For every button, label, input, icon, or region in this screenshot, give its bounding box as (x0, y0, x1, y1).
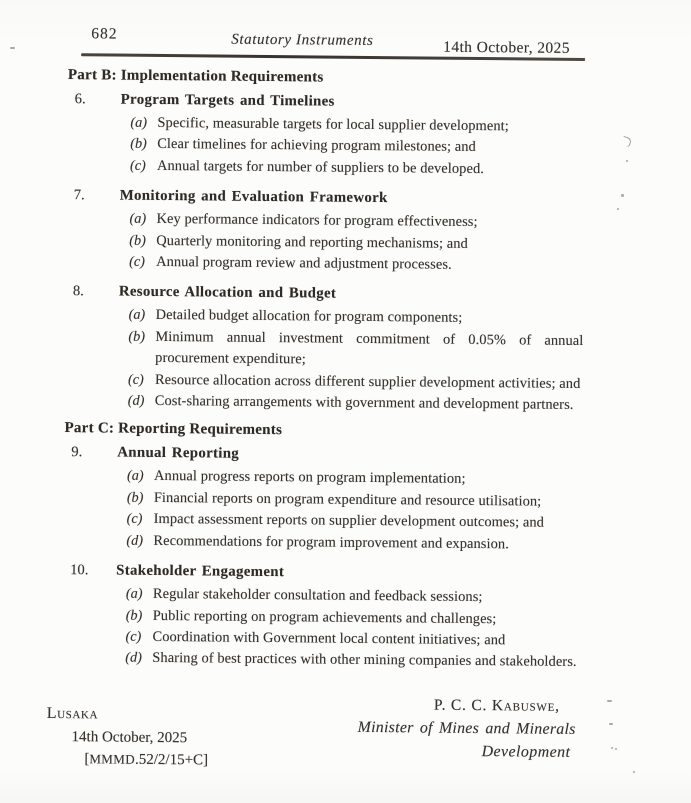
list-item (128, 326, 591, 373)
item-letter: (c) (129, 157, 146, 174)
item-letter: (b) (126, 489, 144, 506)
item-letter: (c) (125, 628, 142, 645)
item-text: Annual progress reports on program implementation; (154, 468, 466, 488)
item-text: Sharing of best practices with other mining companies and stakeholders. (152, 650, 577, 671)
scan-speck (611, 747, 613, 749)
signatory-name: P. C. C. Kabuswe, (433, 696, 560, 715)
reference-code: MMMD (89, 751, 136, 767)
part-c-heading: Part C: Reporting Requirements (64, 420, 283, 439)
section-7-title: Monitoring and Evaluation Framework (119, 187, 388, 207)
scan-speck (609, 723, 613, 725)
scan-speck (607, 700, 612, 702)
item-text: Coordination with Government local content initiatives; and (152, 628, 506, 649)
reference-number: .52/2/15+C] (134, 751, 209, 769)
item-letter: (c) (127, 371, 144, 388)
signature-block (348, 694, 585, 765)
issuance-place: Lusaka (46, 704, 99, 723)
item-letter: (c) (129, 253, 145, 270)
header-date: 14th October, 2025 (443, 38, 570, 57)
reference-bracket: [ (84, 751, 90, 768)
section-10 (62, 560, 589, 674)
item-letter: (c) (126, 510, 143, 528)
item-letter: (d) (125, 649, 142, 667)
item-letter: (b) (128, 328, 146, 345)
section-9-number: 9. (71, 444, 83, 461)
item-letter: (a) (130, 114, 148, 131)
section-9 (63, 443, 590, 557)
item-text: Regular stakeholder consultation and feedback sessions; (152, 585, 483, 606)
item-text: Financial reports on program expenditure and resource utilisation; (153, 489, 542, 510)
section-9-title: Annual Reporting (117, 445, 240, 463)
issuance-date: 14th October, 2025 (71, 728, 188, 746)
item-letter: (a) (129, 210, 147, 228)
signatory-title: Minister of Mines and Minerals (357, 718, 576, 738)
item-text: Minimum annual investment commitment of 0.05% of annual procurement expenditure; (155, 328, 584, 368)
list-item (130, 155, 593, 181)
item-letter: (a) (128, 307, 146, 324)
part-b-heading: Part B: Implementation Requirements (67, 67, 324, 86)
footer-issuance-block (46, 703, 208, 772)
item-letter: (a) (127, 468, 144, 485)
list-item (129, 252, 592, 278)
section-7 (66, 185, 593, 277)
header-journal-title: Statutory Instruments (231, 31, 374, 49)
list-item (126, 530, 589, 556)
item-letter: (a) (125, 585, 143, 602)
item-letter: (b) (130, 136, 147, 153)
item-text: Impact assessment reports on supplier development outcomes; and (153, 511, 545, 531)
item-letter: (d) (126, 532, 144, 549)
item-text: Cost-sharing arrangements with government and development partners. (154, 392, 574, 413)
scan-speck (621, 194, 624, 197)
item-text: Resource allocation across different supplier development activities; and (154, 371, 581, 392)
section-8-title: Resource Allocation and Budget (118, 283, 337, 303)
item-letter: (b) (129, 232, 146, 249)
item-text: Annual program review and adjustment processes. (156, 253, 452, 273)
signatory-title-2: Development (481, 742, 571, 761)
header-page-number: 682 (91, 25, 118, 43)
item-letter: (d) (127, 392, 145, 409)
section-6-title: Program Targets and Timelines (120, 91, 335, 110)
item-text: Clear timelines for achieving program milestones; and (157, 136, 476, 156)
scan-speck (10, 47, 15, 49)
item-text: Quarterly monitoring and reporting mechanisms; and (156, 232, 468, 252)
item-text: Detailed budget allocation for program components; (155, 307, 463, 327)
section-10-title: Stakeholder Engagement (116, 562, 285, 581)
item-text: Key performance indicators for program effectiveness; (156, 211, 478, 231)
section-6-number: 6. (74, 91, 86, 108)
item-text: Public reporting on program achievements and challenges; (152, 607, 497, 627)
section-6 (67, 89, 594, 181)
item-letter: (b) (125, 607, 143, 624)
item-text: Recommendations for program improvement and expansion. (153, 532, 510, 553)
section-8-number: 8. (72, 283, 84, 300)
document-body (62, 60, 594, 683)
section-7-number: 7. (73, 187, 85, 204)
item-text: Annual targets for number of suppliers to be developed. (156, 157, 485, 177)
section-8 (65, 281, 592, 416)
section-10-number: 10. (70, 562, 89, 579)
list-item (128, 391, 591, 417)
list-item (125, 648, 588, 674)
item-text: Specific, measurable targets for local supplier development; (157, 114, 509, 135)
gazette-reference (84, 748, 208, 772)
